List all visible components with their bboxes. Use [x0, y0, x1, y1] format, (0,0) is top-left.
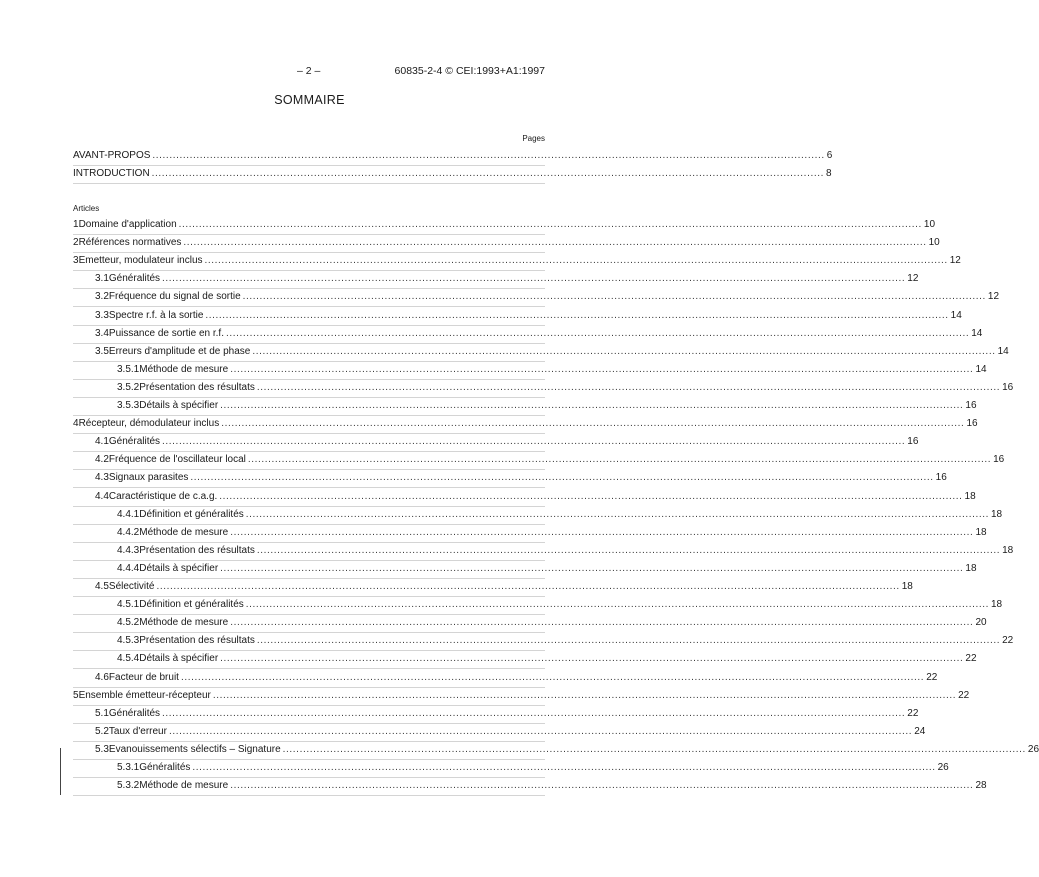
toc-entry-number: 4.5.2: [117, 617, 140, 629]
toc-entry-label: Méthode de mesure: [139, 526, 229, 538]
dot-leader: ............................................................................................................................................................................................................................: [212, 689, 957, 701]
toc-entry-number: 4.5.4: [117, 653, 140, 665]
dot-leader: ............................................................................................................................................................................................................................: [220, 653, 964, 665]
toc-entry[interactable]: [73, 741, 1039, 760]
pages-column-label: Pages: [522, 134, 545, 143]
toc-entry-page: 16: [993, 454, 1005, 466]
dot-leader: ............................................................................................................................................................................................................................: [230, 363, 974, 375]
toc-entry[interactable]: [73, 759, 949, 778]
toc-entry-number: 3.5.1: [117, 363, 140, 375]
toc-entry-page: 16: [907, 436, 919, 448]
toc-entry-label: Erreurs d'amplitude et de phase: [108, 345, 251, 357]
revision-change-bar: [60, 748, 61, 795]
toc-entry-number: 4.4.1: [117, 508, 140, 520]
toc-entry-page: 12: [987, 291, 1000, 303]
dot-leader: ............................................................................................................................................................................................................................: [192, 762, 936, 773]
toc-entry[interactable]: [73, 650, 977, 669]
toc-entry-number: 4: [73, 418, 79, 430]
toc-entry[interactable]: [73, 270, 919, 289]
toc-entry-number: 4.6: [95, 671, 109, 683]
dot-leader: ............................................................................................................................................................................................................................: [282, 743, 1026, 755]
toc-entry-introduction[interactable]: [73, 165, 832, 184]
dot-leader: ............................................................................................................................................................................................................................: [256, 635, 1001, 647]
toc-entry-page: 18: [975, 526, 987, 538]
document-reference: 60835-2-4 © CEI:1993+A1:1997: [394, 65, 545, 77]
dot-leader: ............................................................................................................................................................................................................................: [162, 436, 906, 448]
toc-entry[interactable]: [73, 578, 913, 597]
toc-entry[interactable]: [73, 415, 978, 434]
toc-entry-label: Emetteur, modulateur inclus: [78, 255, 203, 267]
toc-entry-page: 10: [928, 237, 940, 249]
toc-entry-label: Récepteur, démodulateur inclus: [78, 418, 220, 430]
toc-entry-page: 14: [997, 345, 1009, 357]
toc-entry-page: 18: [964, 490, 976, 502]
toc-entry-number: 5.3.2: [117, 780, 140, 792]
toc-entry-page: 22: [958, 689, 970, 701]
dot-leader: ............................................................................................................................................................................................................................: [219, 490, 963, 502]
dot-leader: .......................................................................................................................................................................................................: [151, 168, 824, 179]
dot-leader: ............................................................................................................................................................................................................................: [225, 327, 970, 339]
toc-entry-label: Généralités: [108, 436, 161, 448]
toc-entry-page: 18: [1002, 544, 1014, 556]
toc-entry-page: 16: [1002, 381, 1014, 393]
toc-entry-label: Spectre r.f. à la sortie: [108, 309, 204, 321]
toc-entry-page: 8: [825, 168, 832, 179]
toc-entry-page: 16: [966, 418, 978, 430]
toc-entry-number: 5.3.1: [117, 762, 140, 773]
toc-entry-page: 26: [937, 762, 949, 773]
toc-entry-page: 26: [1027, 743, 1039, 755]
toc-entry[interactable]: [73, 469, 947, 488]
dot-leader: ............................................................................................................................................................................................................................: [180, 671, 925, 683]
dot-leader: ............................................................................................................................................................................................................................: [190, 472, 934, 484]
dot-leader: ............................................................................................................................................................................................................................: [247, 454, 992, 466]
dot-leader: ............................................................................................................................................................................................................................: [230, 526, 974, 538]
toc-entry-number: 4.2: [95, 454, 109, 466]
toc-entry-label: Références normatives: [78, 237, 182, 249]
toc-entry-label: Généralités: [108, 273, 161, 285]
toc-entry-label: Présentation des résultats: [139, 635, 255, 647]
toc-entry-label: Ensemble émetteur-récepteur: [78, 689, 211, 701]
dot-leader: ............................................................................................................................................................................................................................: [256, 544, 1001, 556]
toc-entry-label: Définition et généralités: [139, 508, 244, 520]
toc-entry[interactable]: [73, 216, 936, 235]
toc-entry-page: 22: [907, 707, 919, 719]
toc-entry-label: Facteur de bruit: [108, 671, 179, 683]
dot-leader: ............................................................................................................................................................................................................................: [183, 237, 927, 249]
toc-entry-label: Généralités: [139, 762, 191, 773]
toc-entry-foreword[interactable]: [73, 147, 833, 166]
toc-entry-number: 4.5: [95, 581, 109, 592]
dot-leader: ............................................................................................................................................................................................................................: [156, 581, 900, 592]
dot-leader: ............................................................................................................................................................................................................................: [252, 345, 996, 357]
toc-entry[interactable]: [73, 433, 919, 452]
dot-leader: ............................................................................................................................................................................................................................: [220, 400, 964, 411]
toc-entry-number: 3.1: [95, 273, 109, 285]
toc-entry-page: 24: [914, 725, 926, 737]
toc-entry[interactable]: [73, 252, 961, 271]
toc-entry-number: 1: [73, 219, 79, 230]
toc-entry[interactable]: [73, 614, 987, 633]
toc-entry-label: AVANT-PROPOS: [73, 150, 151, 161]
toc-entry-label: Signaux parasites: [108, 472, 189, 484]
toc-entry-number: 3.4: [95, 327, 109, 339]
toc-entry-label: Sélectivité: [108, 581, 155, 592]
dot-leader: ............................................................................................................................................................................................................................: [245, 508, 989, 520]
toc-entry-page: 20: [975, 617, 987, 629]
toc-entry-page: 18: [991, 508, 1003, 520]
toc-entry-label: Fréquence du signal de sortie: [108, 291, 241, 303]
toc-entry-number: 4.4.2: [117, 526, 140, 538]
toc-entry-page: 12: [949, 255, 961, 267]
toc-entry-number: 3.3: [95, 309, 109, 321]
toc-entry-page: 10: [923, 219, 936, 230]
toc-entry-page: 14: [975, 363, 987, 375]
dot-leader: ............................................................................................................................................................................................................................: [205, 309, 949, 321]
toc-entry-number: 3.5.3: [117, 400, 140, 411]
dot-leader: .......................................................................................................................................................................................................: [152, 150, 825, 161]
toc-entry[interactable]: [73, 397, 977, 416]
toc-entry[interactable]: [73, 705, 919, 724]
toc-entry-label: Domaine d'application: [78, 219, 177, 230]
dot-leader: ............................................................................................................................................................................................................................: [220, 562, 964, 574]
toc-entry[interactable]: [73, 723, 926, 742]
toc-entry[interactable]: [73, 361, 987, 380]
dot-leader: ............................................................................................................................................................................................................................: [162, 273, 906, 285]
toc-entry-page: 14: [950, 309, 962, 321]
toc-entry-page: 22: [965, 653, 977, 665]
page-number: – 2 –: [297, 65, 321, 77]
toc-entry-label: Détails à spécifier: [139, 562, 219, 574]
toc-entry[interactable]: [73, 596, 1003, 615]
dot-leader: ............................................................................................................................................................................................................................: [230, 617, 974, 629]
toc-entry[interactable]: [73, 379, 1014, 398]
toc-entry-label: INTRODUCTION: [73, 168, 150, 179]
toc-entry-number: 3: [73, 255, 79, 267]
toc-entry-label: Puissance de sortie en r.f.: [108, 327, 224, 339]
toc-entry-number: 4.4.3: [117, 544, 140, 556]
toc-entry[interactable]: [73, 632, 1014, 651]
toc-entry-number: 5: [73, 689, 79, 701]
toc-entry-number: 4.3: [95, 472, 109, 484]
toc-entry-label: Méthode de mesure: [139, 617, 229, 629]
toc-entry-label: Taux d'erreur: [108, 725, 167, 737]
toc-entry-number: 5.2: [95, 725, 109, 737]
dot-leader: ............................................................................................................................................................................................................................: [162, 707, 906, 719]
dot-leader: ............................................................................................................................................................................................................................: [168, 725, 913, 737]
articles-label: Articles: [73, 204, 100, 213]
toc-entry-number: 3.5.2: [117, 381, 140, 393]
dot-leader: ............................................................................................................................................................................................................................: [178, 219, 922, 230]
dot-leader: ............................................................................................................................................................................................................................: [242, 291, 986, 303]
toc-entry-label: Présentation des résultats: [139, 544, 255, 556]
toc-entry[interactable]: [73, 488, 976, 507]
toc-entry[interactable]: [73, 542, 1014, 561]
dot-leader: ............................................................................................................................................................................................................................: [204, 255, 948, 267]
toc-entry-page: 28: [975, 780, 987, 792]
toc-entry-number: 4.4: [95, 490, 109, 502]
toc-entry-number: 5.3: [95, 743, 109, 755]
toc-entry[interactable]: [73, 687, 970, 706]
toc-entry-page: 22: [926, 671, 938, 683]
toc-entry-number: 3.2: [95, 291, 109, 303]
toc-entry-label: Méthode de mesure: [139, 363, 229, 375]
dot-leader: ............................................................................................................................................................................................................................: [221, 418, 965, 430]
toc-entry-label: Définition et généralités: [139, 599, 244, 611]
toc-entry-page: 16: [965, 400, 977, 411]
toc-entry[interactable]: [73, 669, 938, 688]
toc-entry-page: 14: [971, 327, 983, 339]
toc-entry[interactable]: [73, 307, 962, 326]
toc-entry-number: 4.5.3: [117, 635, 140, 647]
toc-entry-page: 18: [901, 581, 913, 592]
toc-entry-number: 2: [73, 237, 79, 249]
toc-entry[interactable]: [73, 560, 977, 579]
toc-entry-number: 3.5: [95, 345, 109, 357]
toc-entry-page: 22: [1002, 635, 1014, 647]
toc-entry-label: Fréquence de l'oscillateur local: [108, 454, 246, 466]
toc-entry-number: 4.4.4: [117, 562, 140, 574]
toc-entry-label: Caractéristique de c.a.g.: [108, 490, 218, 502]
toc-entry[interactable]: [73, 451, 1005, 470]
toc-entry-label: Détails à spécifier: [139, 653, 219, 665]
toc-entry[interactable]: [73, 288, 1000, 307]
toc-entry-label: Généralités: [108, 707, 161, 719]
toc-entry[interactable]: [73, 777, 987, 796]
dot-leader: ............................................................................................................................................................................................................................: [256, 381, 1001, 393]
toc-entry-page: 18: [965, 562, 977, 574]
toc-entry-page: 18: [991, 599, 1003, 611]
toc-entry-page: 12: [907, 273, 919, 285]
toc-entry[interactable]: [73, 234, 940, 253]
dot-leader: ............................................................................................................................................................................................................................: [230, 780, 974, 792]
toc-entry[interactable]: [73, 325, 983, 344]
toc-entry-label: Evanouissements sélectifs – Signature: [108, 743, 281, 755]
toc-entry-number: 5.1: [95, 707, 109, 719]
page-title: SOMMAIRE: [274, 93, 345, 107]
toc-entry-page: 16: [935, 472, 947, 484]
toc-entry-label: Présentation des résultats: [139, 381, 255, 393]
toc-entry-page: 6: [826, 150, 833, 161]
toc-entry-label: Détails à spécifier: [139, 400, 219, 411]
toc-entry-label: Méthode de mesure: [139, 780, 229, 792]
dot-leader: ............................................................................................................................................................................................................................: [245, 599, 989, 611]
toc-entry-number: 4.1: [95, 436, 109, 448]
toc-entry[interactable]: [73, 343, 1009, 362]
toc-entry[interactable]: [73, 524, 987, 543]
toc-entry-number: 4.5.1: [117, 599, 140, 611]
toc-entry[interactable]: [73, 506, 1003, 525]
